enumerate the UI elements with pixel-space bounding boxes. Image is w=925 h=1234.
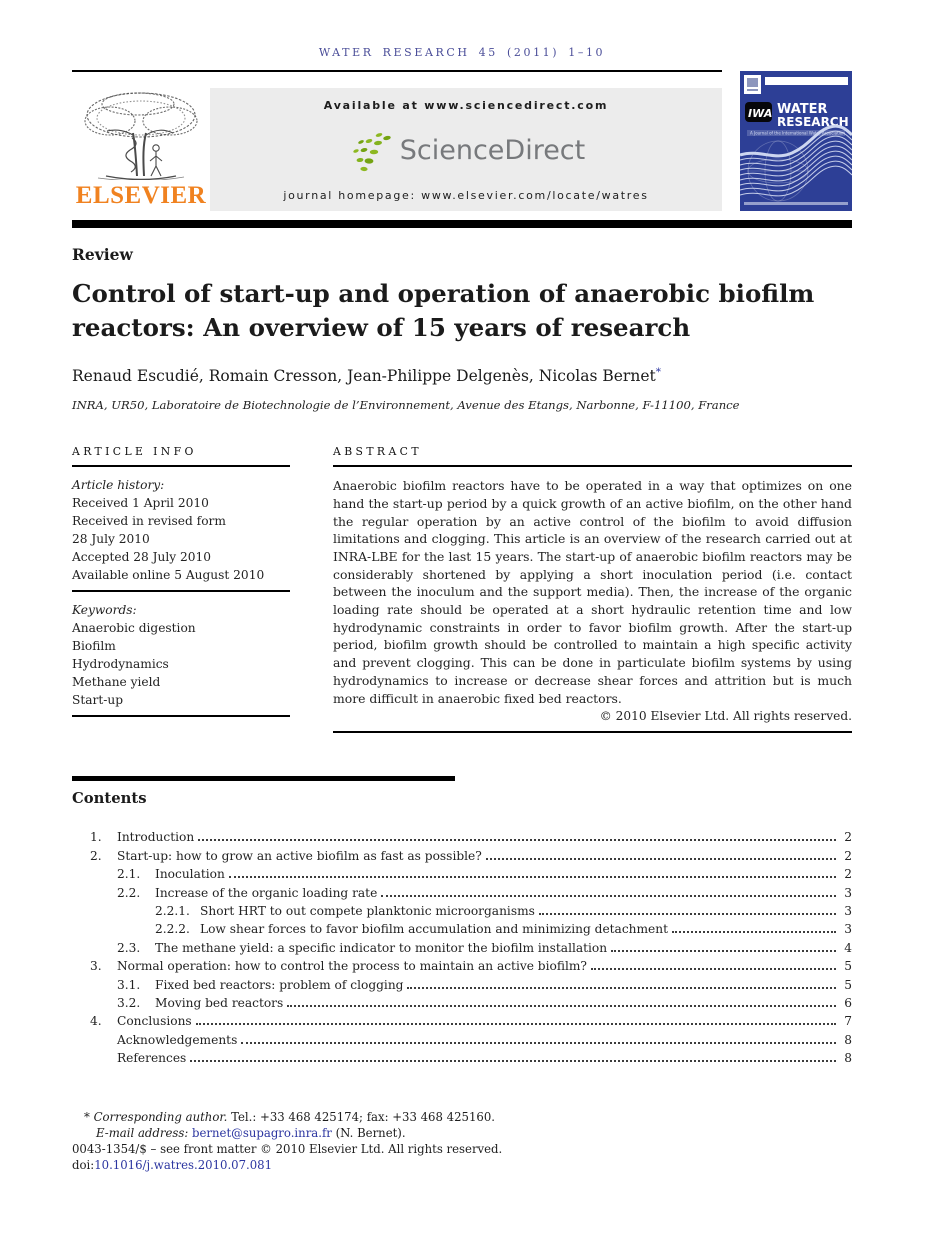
journal-homepage-text: journal homepage: www.elsevier.com/locate/watres bbox=[283, 189, 649, 202]
toc-label: Increase of the organic loading rate bbox=[155, 885, 378, 900]
history-item: 28 July 2010 bbox=[72, 532, 150, 547]
toc-page-number: 3 bbox=[844, 885, 852, 900]
keyword-item: Biofilm bbox=[72, 639, 116, 654]
abstract-column bbox=[333, 445, 852, 733]
toc-label: Short HRT to out compete planktonic microorganisms bbox=[200, 903, 535, 918]
toc-leader-dots bbox=[591, 968, 836, 970]
history-item: Received 1 April 2010 bbox=[72, 496, 209, 511]
table-of-contents bbox=[72, 828, 852, 1067]
toc-label: Introduction bbox=[117, 830, 195, 845]
abstract-rule-bottom bbox=[333, 731, 852, 733]
svg-text:RESEARCH: RESEARCH bbox=[777, 115, 849, 129]
toc-label: Moving bed reactors bbox=[155, 995, 284, 1010]
toc-entry[interactable] bbox=[72, 994, 852, 1012]
available-at-text: Available at www.sciencedirect.com bbox=[323, 99, 609, 112]
keywords-label: Keywords: bbox=[72, 603, 137, 618]
toc-leader-dots bbox=[381, 895, 836, 897]
header-rule bbox=[72, 70, 722, 72]
elsevier-logo bbox=[72, 88, 210, 211]
toc-number: 2. bbox=[90, 848, 102, 863]
abstract-rule-top bbox=[333, 465, 852, 467]
toc-label: Low shear forces to favor biofilm accumulation and minimizing detachment bbox=[200, 922, 669, 937]
corresponding-author-mark: * bbox=[655, 366, 661, 378]
authors-line bbox=[72, 366, 852, 385]
email-suffix: (N. Bernet). bbox=[331, 1125, 406, 1140]
abstract-text: Anaerobic biofilm reactors have to be operated in a way that optimizes on one hand the start-up period by a quick growth of an active biofilm, on the other hand the regular operation by an active control of the biofilm to avoid diffusion limitations and clogging. This article is an overview of the research carried out at INRA-LBE for the last 15 years. The start-up of anaerobic biofilm reactors may be considerably shortened by applying a short inoculation period (i.e. contact between the inoculum and the support media). Then, the increase of the organic loading rate should be operated at a short hydraulic retention time and low hydrodynamic constraints in order to favor biofilm growth. After the start-up period, biofilm growth should be controlled to maintain a high specific activity and prevent clogging. This can be done in particulate biofilm systems by using hydrodynamics to increase or decrease shear forces and attrition but is much more difficult in anaerobic fixed bed reactors. bbox=[333, 478, 852, 706]
email-note bbox=[72, 1125, 852, 1141]
toc-leader-dots bbox=[407, 987, 836, 989]
doi-link[interactable]: 10.1016/j.watres.2010.07.081 bbox=[94, 1157, 273, 1172]
toc-entry[interactable] bbox=[72, 1031, 852, 1049]
toc-page-number: 2 bbox=[844, 867, 852, 882]
contents-divider-bar bbox=[72, 776, 455, 781]
toc-label: The methane yield: a specific indicator to monitor the biofilm installation bbox=[155, 940, 608, 955]
email-label: E-mail address: bbox=[96, 1125, 193, 1140]
abstract-heading: ABSTRACT bbox=[333, 445, 422, 459]
contents-heading: Contents bbox=[72, 790, 147, 808]
toc-leader-dots bbox=[611, 950, 836, 952]
column-gap bbox=[290, 445, 333, 733]
toc-page-number: 5 bbox=[844, 959, 852, 974]
toc-entry[interactable] bbox=[72, 976, 852, 994]
corresponding-author-contact: Tel.: +33 468 425174; fax: +33 468 425160. bbox=[227, 1109, 495, 1124]
toc-page-number: 7 bbox=[844, 1014, 852, 1029]
toc-label: Inoculation bbox=[155, 867, 225, 882]
toc-number: 3.2. bbox=[117, 995, 141, 1010]
article-history-block bbox=[72, 476, 290, 584]
history-item: Accepted 28 July 2010 bbox=[72, 550, 212, 565]
toc-entry[interactable] bbox=[72, 1049, 852, 1067]
toc-number: 1. bbox=[90, 830, 102, 845]
article-type-label: Review bbox=[72, 245, 133, 264]
sciencedirect-banner bbox=[210, 88, 722, 211]
toc-page-number: 3 bbox=[844, 903, 852, 918]
sciencedirect-label: ScienceDirect bbox=[399, 135, 586, 166]
corresponding-author-note bbox=[72, 1109, 852, 1125]
header-divider-bar bbox=[72, 220, 852, 228]
toc-page-number: 8 bbox=[844, 1032, 852, 1047]
toc-number: 3.1. bbox=[117, 977, 141, 992]
article-info-rule-top bbox=[72, 465, 290, 467]
water-research-cover-icon bbox=[740, 71, 852, 211]
toc-leader-dots bbox=[672, 931, 836, 933]
elsevier-tree-icon bbox=[78, 88, 204, 180]
article-info-rule-bottom bbox=[72, 715, 290, 717]
footnote-block bbox=[72, 1109, 852, 1173]
toc-page-number: 2 bbox=[844, 848, 852, 863]
sciencedirect-leaf-icon bbox=[347, 129, 393, 173]
toc-leader-dots bbox=[229, 876, 836, 878]
affiliation-line: INRA, UR50, Laboratoire de Biotechnologie de l’Environnement, Avenue des Etangs, Narbonne, F-11100, France bbox=[72, 398, 740, 413]
toc-entry[interactable] bbox=[72, 902, 852, 920]
article-title: Control of start-up and operation of anaerobic biofilm reactors: An overview of 15 years of research bbox=[72, 279, 815, 342]
toc-number: 2.3. bbox=[117, 940, 141, 955]
elsevier-wordmark: ELSEVIER bbox=[75, 182, 207, 209]
article-info-rule-mid bbox=[72, 590, 290, 592]
publisher-header bbox=[72, 88, 852, 211]
sciencedirect-logo bbox=[347, 129, 586, 173]
toc-entry[interactable] bbox=[72, 920, 852, 938]
toc-entry[interactable] bbox=[72, 828, 852, 846]
toc-page-number: 2 bbox=[844, 830, 852, 845]
journal-citation-header: WATER RESEARCH 45 (2011) 1–10 bbox=[318, 46, 606, 59]
toc-leader-dots bbox=[196, 1023, 836, 1025]
keyword-item: Start-up bbox=[72, 693, 124, 708]
svg-text:A Journal of the International: A Journal of the International Water Association bbox=[750, 130, 845, 136]
issn-copyright-line: 0043-1354/$ – see front matter © 2010 Elsevier Ltd. All rights reserved. bbox=[72, 1141, 503, 1156]
toc-leader-dots bbox=[198, 839, 836, 841]
toc-leader-dots bbox=[287, 1005, 836, 1007]
toc-entry[interactable] bbox=[72, 884, 852, 902]
toc-page-number: 6 bbox=[844, 995, 852, 1010]
toc-number: 2.2. bbox=[117, 885, 141, 900]
toc-number: 2.1. bbox=[117, 867, 141, 882]
toc-label: Start-up: how to grow an active biofilm as fast as possible? bbox=[117, 848, 482, 863]
keyword-item: Anaerobic digestion bbox=[72, 621, 196, 636]
toc-entry[interactable] bbox=[72, 957, 852, 975]
corresponding-author-italic: Corresponding author. bbox=[93, 1109, 228, 1124]
keyword-item: Methane yield bbox=[72, 675, 161, 690]
email-link[interactable]: bernet@supagro.inra.fr bbox=[192, 1125, 332, 1140]
toc-label: Conclusions bbox=[117, 1014, 192, 1029]
toc-leader-dots bbox=[241, 1042, 836, 1044]
toc-number: 2.2.1. bbox=[155, 903, 190, 918]
toc-entry[interactable] bbox=[72, 939, 852, 957]
toc-leader-dots bbox=[486, 858, 836, 860]
toc-label: Acknowledgements bbox=[117, 1032, 238, 1047]
authors-names: Renaud Escudié, Romain Cresson, Jean-Philippe Delgenès, Nicolas Bernet bbox=[72, 367, 656, 386]
toc-page-number: 8 bbox=[844, 1051, 852, 1066]
keyword-item: Hydrodynamics bbox=[72, 657, 169, 672]
history-item: Available online 5 August 2010 bbox=[72, 568, 265, 583]
toc-number: 3. bbox=[90, 959, 102, 974]
toc-entry[interactable] bbox=[72, 865, 852, 883]
info-abstract-section bbox=[72, 445, 852, 733]
toc-page-number: 5 bbox=[844, 977, 852, 992]
footnote-star: * bbox=[84, 1109, 90, 1124]
toc-label: Normal operation: how to control the process to maintain an active biofilm? bbox=[117, 959, 587, 974]
svg-text:WATER: WATER bbox=[777, 102, 828, 117]
journal-cover-thumbnail bbox=[740, 71, 852, 211]
article-info-heading: ARTICLE INFO bbox=[72, 445, 197, 459]
doi-label: doi: bbox=[72, 1157, 95, 1172]
toc-entry[interactable] bbox=[72, 1012, 852, 1030]
doi-line bbox=[72, 1157, 852, 1173]
history-item: Received in revised form bbox=[72, 514, 226, 529]
svg-text:IWA: IWA bbox=[748, 107, 773, 120]
abstract-copyright: © 2010 Elsevier Ltd. All rights reserved. bbox=[599, 709, 852, 724]
toc-leader-dots bbox=[190, 1060, 836, 1062]
article-info-column bbox=[72, 445, 290, 733]
keywords-block bbox=[72, 601, 290, 709]
history-label: Article history: bbox=[72, 478, 165, 493]
toc-label: Fixed bed reactors: problem of clogging bbox=[155, 977, 404, 992]
toc-label: References bbox=[117, 1051, 187, 1066]
toc-page-number: 3 bbox=[844, 922, 852, 937]
toc-number: 2.2.2. bbox=[155, 922, 190, 937]
toc-number: 4. bbox=[90, 1014, 102, 1029]
toc-leader-dots bbox=[539, 913, 836, 915]
toc-page-number: 4 bbox=[844, 940, 852, 955]
toc-entry[interactable] bbox=[72, 847, 852, 865]
